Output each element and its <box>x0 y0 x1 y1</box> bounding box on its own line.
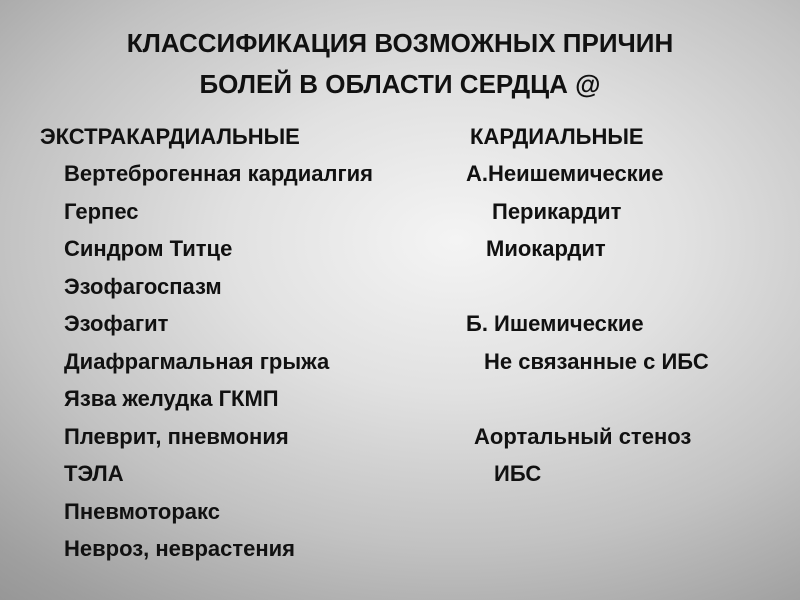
list-item-label: Перикардит <box>492 199 622 224</box>
list-item-label: Миокардит <box>486 236 606 261</box>
list-item <box>460 238 606 260</box>
list-item <box>38 276 222 298</box>
list-item <box>38 426 289 448</box>
list-item <box>38 388 279 410</box>
list-item <box>468 463 541 485</box>
list-item <box>38 163 373 185</box>
slide-title-line-1: КЛАССИФИКАЦИЯ ВОЗМОЖНЫХ ПРИЧИН <box>126 28 674 58</box>
slide-title-line-2: БОЛЕЙ В ОБЛАСТИ СЕРДЦА @ <box>199 69 601 99</box>
list-item-label: Герпес <box>64 199 139 224</box>
list-item <box>38 538 295 560</box>
list-item-label: Язва желудка ГКМП <box>64 386 279 411</box>
list-item-label: Вертеброгенная кардиалгия <box>64 161 373 186</box>
list-item-label: Невроз, неврастения <box>64 536 296 561</box>
list-item-label: ИБС <box>494 461 542 486</box>
list-item-label: Диафрагмальная грыжа <box>64 349 330 374</box>
list-item-label: Пневмоторакс <box>64 499 220 524</box>
section-b-heading: Б. Ишемические <box>466 311 644 336</box>
section-a-heading: А.Неишемические <box>466 161 664 186</box>
list-item-label: Синдром Титце <box>64 236 233 261</box>
list-item <box>38 313 168 335</box>
extracardiac-header: ЭКСТРАКАРДИАЛЬНЫЕ <box>40 124 300 149</box>
list-item-label: Эзофагит <box>64 311 169 336</box>
list-item-label: Эзофагоспазм <box>64 274 222 299</box>
aortic-stenosis-label: Аортальный стеноз <box>474 424 692 449</box>
list-item <box>458 351 709 373</box>
list-item-label: Не связанные с ИБС <box>484 349 709 374</box>
list-item <box>38 351 329 373</box>
cardiac-header: КАРДИАЛЬНЫЕ <box>470 124 644 149</box>
list-item <box>38 501 220 523</box>
list-item-label: ТЭЛА <box>64 461 124 486</box>
list-item <box>466 201 621 223</box>
list-item-label: Плеврит, пневмония <box>64 424 289 449</box>
list-item <box>38 201 139 223</box>
list-item <box>38 238 232 260</box>
list-item <box>38 463 124 485</box>
